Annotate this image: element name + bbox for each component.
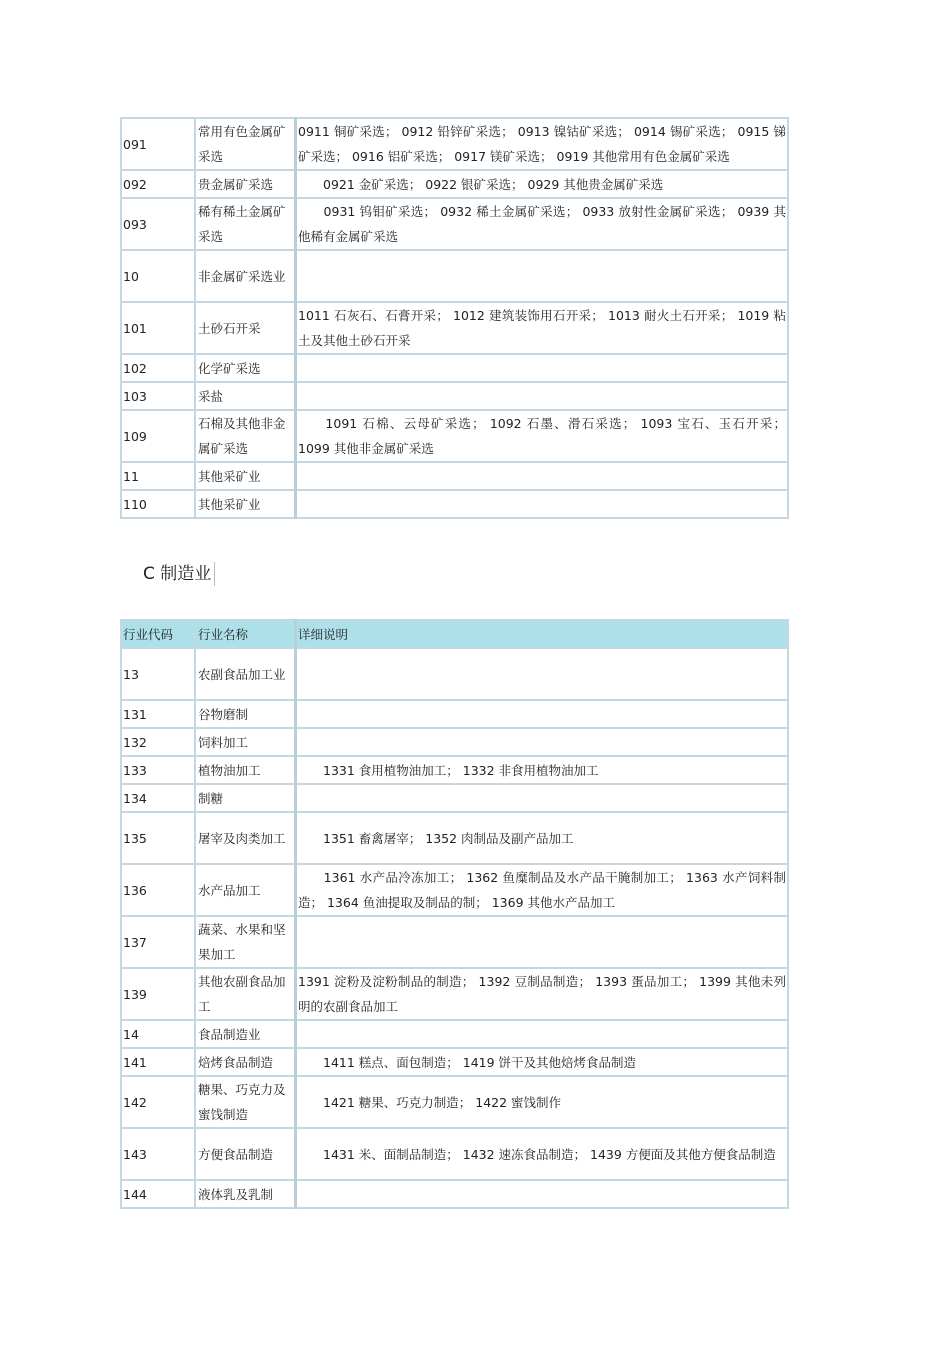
table-header-row [121, 620, 788, 648]
industry-detail: 1361 水产品冷冻加工； 1362 鱼糜制品及水产品干腌制加工； 1363 水产饲料制造； 1364 鱼油提取及制品的制； 1369 其他水产品加工 [296, 864, 789, 916]
industry-code: 136 [121, 864, 195, 916]
table-row [121, 354, 788, 382]
industry-detail [296, 462, 789, 490]
industry-name: 焙烤食品制造 [195, 1048, 296, 1076]
industry-name: 植物油加工 [195, 756, 296, 784]
manufacturing-industry-table [120, 619, 789, 1209]
table-row [121, 812, 788, 864]
industry-detail: 1091 石棉、云母矿采选； 1092 石墨、滑石采选； 1093 宝石、玉石开采； 1099 其他非金属矿采选 [296, 410, 789, 462]
table-row [121, 1020, 788, 1048]
industry-name: 土砂石开采 [195, 302, 296, 354]
industry-code: 131 [121, 700, 195, 728]
industry-code: 093 [121, 198, 195, 250]
table-row [121, 118, 788, 170]
industry-name: 方便食品制造 [195, 1128, 296, 1180]
industry-detail [296, 648, 789, 700]
industry-detail [296, 1180, 789, 1208]
industry-name: 采盐 [195, 382, 296, 410]
industry-code: 139 [121, 968, 195, 1020]
industry-code: 103 [121, 382, 195, 410]
table-row [121, 756, 788, 784]
table-row [121, 864, 788, 916]
industry-code: 102 [121, 354, 195, 382]
industry-code: 10 [121, 250, 195, 302]
industry-name: 常用有色金属矿采选 [195, 118, 296, 170]
industry-code: 13 [121, 648, 195, 700]
table-row [121, 410, 788, 462]
industry-detail: 1331 食用植物油加工； 1332 非食用植物油加工 [296, 756, 789, 784]
industry-detail: 1411 糕点、面包制造； 1419 饼干及其他焙烤食品制造 [296, 1048, 789, 1076]
mining-industry-table [120, 117, 789, 519]
industry-detail: 0911 铜矿采选； 0912 铅锌矿采选； 0913 镍钴矿采选； 0914 锡矿采选； 0915 锑矿采选； 0916 铝矿采选； 0917 镁矿采选； 0919 其他常用有色金属矿采选 [296, 118, 789, 170]
industry-name: 其他采矿业 [195, 462, 296, 490]
industry-name: 屠宰及肉类加工 [195, 812, 296, 864]
table-row [121, 170, 788, 198]
industry-name: 蔬菜、水果和坚果加工 [195, 916, 296, 968]
industry-name: 饲料加工 [195, 728, 296, 756]
industry-name: 糖果、巧克力及蜜饯制造 [195, 1076, 296, 1128]
header-name: 行业名称 [195, 620, 296, 648]
industry-detail [296, 916, 789, 968]
table-row [121, 490, 788, 518]
industry-code: 135 [121, 812, 195, 864]
table-row [121, 648, 788, 700]
table-row [121, 462, 788, 490]
industry-detail: 0931 钨钼矿采选； 0932 稀土金属矿采选； 0933 放射性金属矿采选； 0939 其他稀有金属矿采选 [296, 198, 789, 250]
table-row [121, 700, 788, 728]
industry-detail [296, 1020, 789, 1048]
industry-name: 制糖 [195, 784, 296, 812]
table-row [121, 784, 788, 812]
industry-detail [296, 250, 789, 302]
industry-name: 其他农副食品加工 [195, 968, 296, 1020]
industry-code: 137 [121, 916, 195, 968]
industry-code: 133 [121, 756, 195, 784]
industry-detail: 1431 米、面制品制造； 1432 速冻食品制造； 1439 方便面及其他方便食品制造 [296, 1128, 789, 1180]
industry-detail [296, 700, 789, 728]
industry-name: 水产品加工 [195, 864, 296, 916]
industry-code: 14 [121, 1020, 195, 1048]
industry-code: 110 [121, 490, 195, 518]
industry-detail [296, 354, 789, 382]
industry-detail: 0921 金矿采选； 0922 银矿采选； 0929 其他贵金属矿采选 [296, 170, 789, 198]
industry-detail [296, 382, 789, 410]
industry-detail: 1351 畜禽屠宰； 1352 肉制品及副产品加工 [296, 812, 789, 864]
table-row [121, 198, 788, 250]
table-row [121, 728, 788, 756]
industry-code: 101 [121, 302, 195, 354]
industry-code: 143 [121, 1128, 195, 1180]
table-row [121, 1048, 788, 1076]
table-row [121, 968, 788, 1020]
industry-code: 092 [121, 170, 195, 198]
industry-code: 144 [121, 1180, 195, 1208]
industry-name: 谷物磨制 [195, 700, 296, 728]
industry-name: 液体乳及乳制 [195, 1180, 296, 1208]
industry-detail [296, 784, 789, 812]
table-row [121, 1180, 788, 1208]
industry-code: 091 [121, 118, 195, 170]
industry-detail: 1391 淀粉及淀粉制品的制造； 1392 豆制品制造； 1393 蛋品加工； 1399 其他未列明的农副食品加工 [296, 968, 789, 1020]
industry-name: 石棉及其他非金属矿采选 [195, 410, 296, 462]
industry-code: 11 [121, 462, 195, 490]
industry-name: 非金属矿采选业 [195, 250, 296, 302]
industry-name: 稀有稀土金属矿采选 [195, 198, 296, 250]
industry-detail [296, 728, 789, 756]
industry-detail: 1421 糖果、巧克力制造； 1422 蜜饯制作 [296, 1076, 789, 1128]
industry-detail: 1011 石灰石、石膏开采； 1012 建筑装饰用石开采； 1013 耐火土石开采； 1019 粘土及其他土砂石开采 [296, 302, 789, 354]
header-code: 行业代码 [121, 620, 195, 648]
section-title: C 制造业 [143, 562, 215, 586]
industry-code: 109 [121, 410, 195, 462]
header-detail: 详细说明 [296, 620, 789, 648]
industry-name: 农副食品加工业 [195, 648, 296, 700]
industry-name: 贵金属矿采选 [195, 170, 296, 198]
table-row [121, 916, 788, 968]
industry-code: 134 [121, 784, 195, 812]
industry-code: 132 [121, 728, 195, 756]
table-row [121, 1128, 788, 1180]
industry-detail [296, 490, 789, 518]
industry-name: 食品制造业 [195, 1020, 296, 1048]
industry-name: 其他采矿业 [195, 490, 296, 518]
table-row [121, 1076, 788, 1128]
table-row [121, 250, 788, 302]
industry-name: 化学矿采选 [195, 354, 296, 382]
table-row [121, 382, 788, 410]
industry-code: 142 [121, 1076, 195, 1128]
industry-code: 141 [121, 1048, 195, 1076]
table-row [121, 302, 788, 354]
